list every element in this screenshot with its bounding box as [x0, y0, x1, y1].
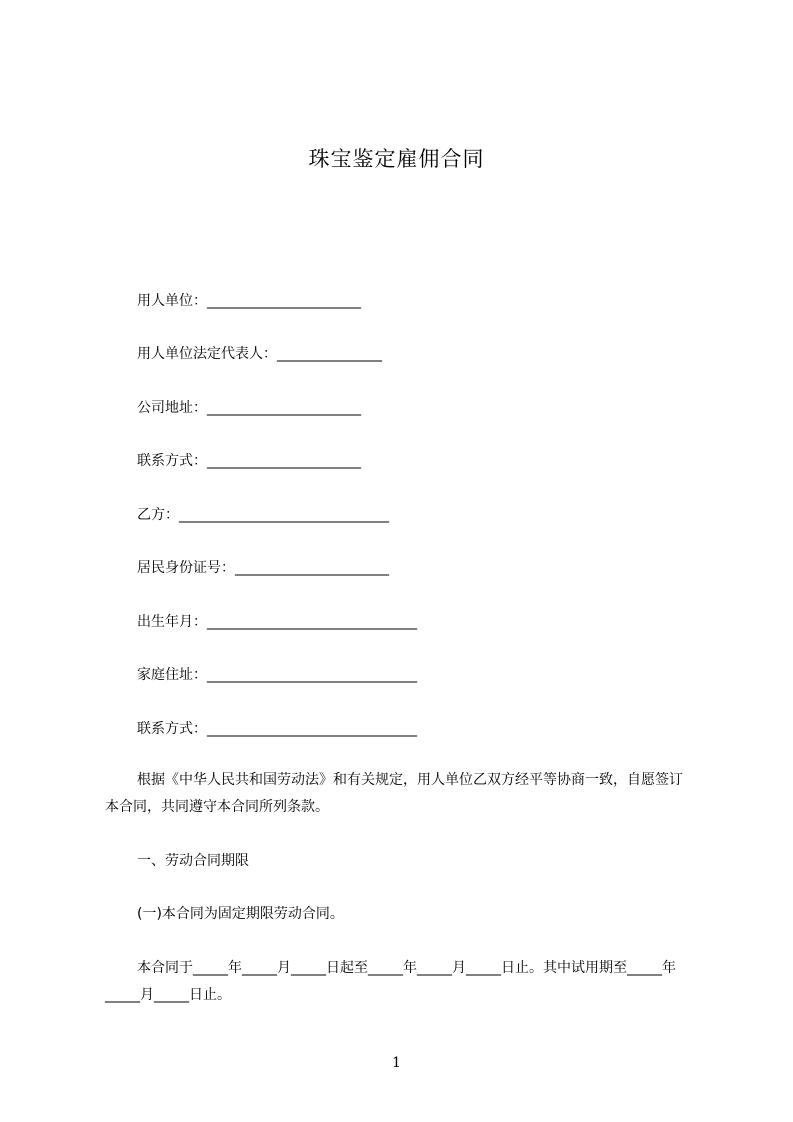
document-title: 珠宝鉴定雇佣合同: [308, 147, 485, 171]
field-legal-representative: 用人单位法定代表人：_______________: [137, 346, 382, 362]
field-birth-date: 出生年月：______________________________: [137, 614, 417, 630]
field-employer: 用人单位：______________________: [137, 293, 361, 309]
section-heading-contract-term: 一、劳动合同期限: [137, 853, 249, 869]
field-company-address: 公司地址：______________________: [137, 400, 361, 416]
section-item-fixed-term: (一)本合同为固定期限劳动合同。: [137, 906, 344, 922]
field-employer-contact: 联系方式：______________________: [137, 453, 361, 469]
preamble-paragraph: [105, 767, 695, 821]
field-employee-contact: 联系方式：______________________________: [137, 721, 417, 737]
contract-term-paragraph: [105, 955, 695, 1009]
field-id-number: 居民身份证号：______________________: [137, 560, 389, 576]
field-home-address: 家庭住址：______________________________: [137, 667, 417, 683]
preamble-text: 根据《中华人民共和国劳动法》和有关规定，用人单位乙双方经平等协商一致，自愿签订本合同，共同遵守本合同所列条款。: [105, 772, 683, 815]
page-number: 1: [392, 1055, 401, 1071]
field-party-b: 乙方：______________________________: [137, 507, 389, 523]
contract-term-text: 本合同于_____年_____月_____日起至_____年_____月_____日止。其中试用期至_____年_____月_____日止。: [105, 960, 676, 1003]
